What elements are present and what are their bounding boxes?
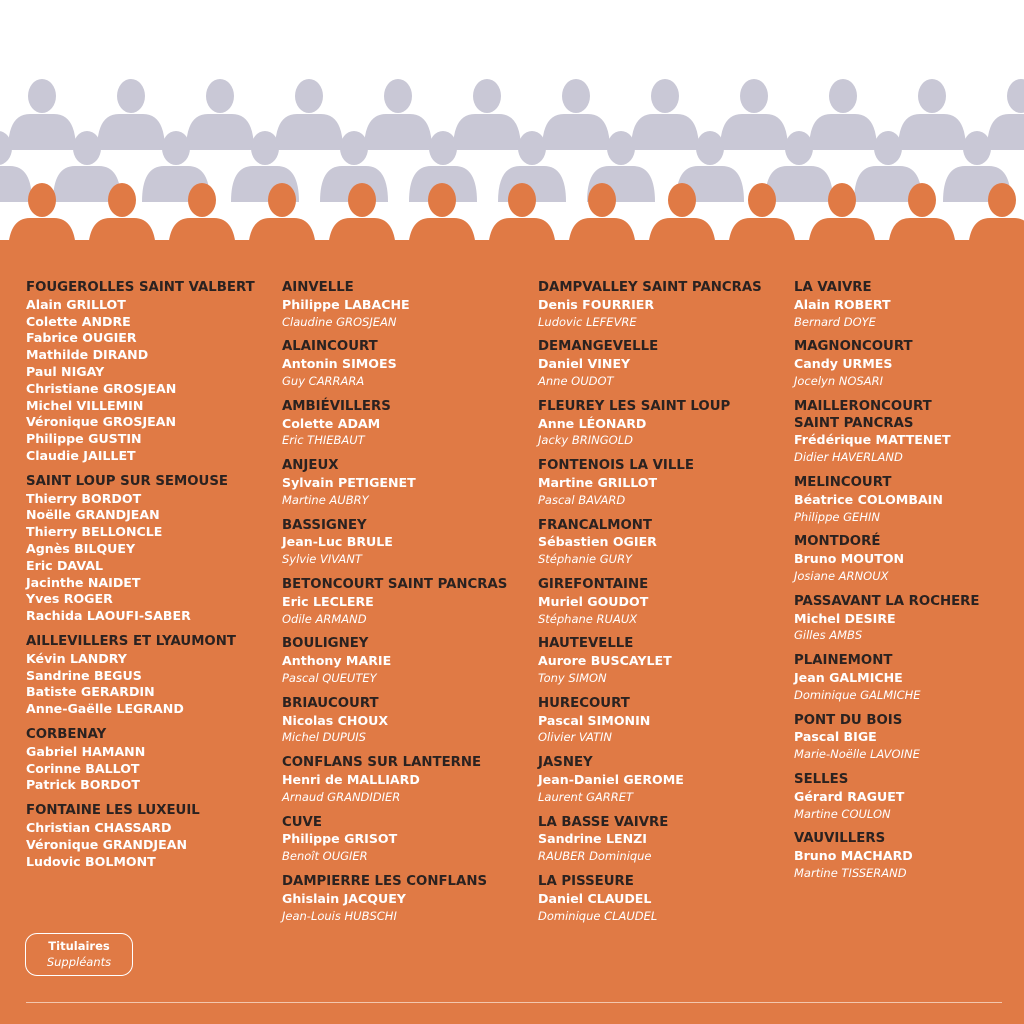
- titulaire-name: Bruno MACHARD: [794, 848, 913, 864]
- commune-name: VAUVILLERS: [794, 831, 886, 847]
- titulaire-name: Nicolas CHOUX: [282, 712, 389, 728]
- suppleant-name: Jocelyn NOSARI: [794, 373, 883, 388]
- titulaire-name: Colette ADAM: [282, 415, 381, 431]
- suppleant-name: Sylvie VIVANT: [282, 552, 362, 567]
- titulaire-name: Daniel CLAUDEL: [538, 890, 652, 906]
- commune-name: ANJEUX: [282, 458, 339, 474]
- person-silhouette-icon: [275, 79, 343, 150]
- commune-block: [26, 727, 271, 794]
- titulaire-name: Véronique GRANDJEAN: [26, 836, 188, 852]
- commune-name: SAINT LOUP SUR SEMOUSE: [26, 473, 229, 489]
- commune-block: [26, 280, 271, 465]
- commune-name: PONT DU BOIS: [794, 712, 903, 728]
- titulaire-name: Eric DAVAL: [26, 557, 103, 573]
- person-silhouette-icon: [720, 79, 788, 150]
- suppleant-name: Marie-Noëlle LAVOINE: [794, 747, 920, 762]
- titulaire-name: Agnès BILQUEY: [26, 540, 136, 556]
- commune-block: [538, 577, 783, 627]
- commune-name: BETONCOURT SAINT PANCRAS: [282, 576, 508, 592]
- suppleant-name: Claudine GROSJEAN: [282, 314, 397, 329]
- titulaire-name: Frédérique MATTENET: [794, 432, 951, 448]
- titulaire-name: Sylvain PETIGENET: [282, 474, 416, 490]
- suppleant-name: Odile ARMAND: [282, 611, 367, 626]
- titulaire-name: Christian CHASSARD: [26, 819, 172, 835]
- commune-name: HURECOURT: [538, 695, 630, 711]
- commune-name: MAGNONCOURT: [794, 339, 913, 355]
- commune-name: CONFLANS SUR LANTERNE: [282, 755, 482, 771]
- commune-name: CUVE: [282, 814, 322, 830]
- titulaire-name: Antonin SIMOES: [282, 356, 397, 372]
- titulaire-name: Pascal SIMONIN: [538, 712, 651, 728]
- person-silhouette-icon: [364, 79, 432, 150]
- commune-name: MELINCOURT: [794, 474, 892, 490]
- person-silhouette-icon: [631, 79, 699, 150]
- titulaire-name: Muriel GOUDOT: [538, 593, 649, 609]
- titulaire-name: Anne-Gaëlle LEGRAND: [26, 701, 184, 717]
- commune-block: [282, 755, 527, 805]
- titulaire-name: Jean-Luc BRULE: [282, 534, 393, 550]
- titulaire-name: Corinne BALLOT: [26, 760, 140, 776]
- commune-block: [282, 577, 527, 627]
- titulaire-name: Mathilde DIRAND: [26, 347, 149, 363]
- commune-block: [538, 518, 783, 568]
- titulaire-name: Patrick BORDOT: [26, 777, 140, 793]
- person-silhouette-icon: [898, 79, 966, 150]
- commune-name: BASSIGNEY: [282, 517, 367, 533]
- commune-block: [282, 458, 527, 508]
- commune-name: FOUGEROLLES SAINT VALBERT: [26, 280, 255, 295]
- titulaire-name: Bruno MOUTON: [794, 551, 905, 567]
- suppleant-name: Didier HAVERLAND: [794, 450, 903, 465]
- suppleant-name: Josiane ARNOUX: [794, 568, 889, 583]
- commune-name: HAUTEVELLE: [538, 636, 634, 652]
- commune-block: [794, 772, 1024, 822]
- suppleant-name: Philippe GEHIN: [794, 509, 880, 524]
- person-silhouette-icon: [453, 79, 521, 150]
- commune-block: [794, 399, 1024, 466]
- person-silhouette-icon: [809, 79, 877, 150]
- commune-column-3: [538, 280, 783, 933]
- suppleant-name: Arnaud GRANDIDIER: [282, 789, 401, 804]
- suppleant-name: Eric THIEBAUT: [282, 433, 365, 448]
- titulaire-name: Claudie JAILLET: [26, 447, 136, 463]
- commune-block: [538, 458, 783, 508]
- commune-name: FONTAINE LES LUXEUIL: [26, 803, 200, 819]
- titulaire-name: Batiste GERARDIN: [26, 684, 155, 700]
- titulaire-name: Paul NIGAY: [26, 363, 105, 379]
- legend-box: [25, 933, 133, 976]
- commune-block: [538, 815, 783, 865]
- titulaire-name: Anthony MARIE: [282, 653, 392, 669]
- commune-block: [794, 653, 1024, 703]
- commune-block: [538, 696, 783, 746]
- commune-block: [282, 280, 527, 330]
- titulaire-name: Henri de MALLIARD: [282, 771, 420, 787]
- titulaire-name: Jean GALMICHE: [794, 669, 903, 685]
- legend-titulaires: Titulaires: [48, 939, 110, 953]
- suppleant-name: Laurent GARRET: [538, 789, 634, 804]
- commune-name: AILLEVILLERS ET LYAUMONT: [26, 633, 236, 649]
- commune-block: [538, 874, 783, 924]
- commune-column-4: [794, 280, 1024, 891]
- commune-name: BOULIGNEY: [282, 636, 369, 652]
- commune-block: [794, 280, 1024, 330]
- titulaire-name: Kévin LANDRY: [26, 650, 127, 666]
- person-silhouette-icon: [97, 79, 165, 150]
- commune-name: AMBIÉVILLERS: [282, 398, 391, 414]
- commune-name: MONTDORÉ: [794, 534, 881, 550]
- titulaire-name: Jacinthe NAIDET: [26, 574, 141, 590]
- suppleant-name: Jacky BRINGOLD: [538, 433, 633, 448]
- titulaire-name: Yves ROGER: [26, 591, 113, 607]
- commune-name: PASSAVANT LA ROCHERE: [794, 593, 980, 609]
- titulaire-name: Sandrine BEGUS: [26, 667, 142, 683]
- titulaire-name: Fabrice OUGIER: [26, 330, 137, 346]
- commune-name: CORBENAY: [26, 726, 107, 742]
- titulaire-name: Christiane GROSJEAN: [26, 380, 177, 396]
- commune-block: [794, 339, 1024, 389]
- footer-divider: [26, 1002, 1002, 1003]
- suppleant-name: Olivier VATIN: [538, 730, 613, 745]
- commune-name: BRIAUCOURT: [282, 695, 379, 711]
- person-silhouette-icon: [987, 79, 1024, 150]
- suppleant-name: Martine TISSERAND: [794, 865, 907, 880]
- suppleant-name: RAUBER Dominique: [538, 849, 652, 864]
- commune-block: [538, 280, 783, 330]
- suppleant-name: Pascal BAVARD: [538, 492, 626, 507]
- commune-block: [538, 636, 783, 686]
- legend-suppleants: Suppléants: [46, 955, 112, 969]
- titulaire-name: Martine GRILLOT: [538, 474, 658, 490]
- commune-name: DAMPIERRE LES CONFLANS: [282, 873, 488, 889]
- suppleant-name: Gilles AMBS: [794, 628, 863, 643]
- titulaire-name: Anne LÉONARD: [538, 415, 647, 431]
- titulaire-name: Daniel VINEY: [538, 356, 631, 372]
- suppleant-name: Pascal QUEUTEY: [282, 670, 377, 685]
- commune-block: [282, 518, 527, 568]
- commune-block: [794, 713, 1024, 763]
- titulaire-name: Jean-Daniel GEROME: [538, 771, 684, 787]
- titulaire-name: Ghislain JACQUEY: [282, 890, 406, 906]
- commune-name: ALAINCOURT: [282, 339, 378, 355]
- commune-block: [794, 831, 1024, 881]
- titulaire-name: Béatrice COLOMBAIN: [794, 491, 943, 507]
- commune-column-1: [26, 280, 271, 879]
- commune-name: FRANCALMONT: [538, 517, 652, 533]
- suppleant-name: Guy CARRARA: [282, 373, 365, 388]
- titulaire-name: Michel DESIRE: [794, 610, 896, 626]
- titulaire-name: Véronique GROSJEAN: [26, 414, 177, 430]
- commune-block: [538, 399, 783, 449]
- titulaire-name: Sébastien OGIER: [538, 534, 657, 550]
- suppleant-name: Anne OUDOT: [538, 373, 614, 388]
- commune-block: [26, 634, 271, 718]
- titulaire-name: Denis FOURRIER: [538, 296, 655, 312]
- titulaire-name: Alain GRILLOT: [26, 296, 126, 312]
- suppleant-name: Ludovic LEFEVRE: [538, 314, 637, 329]
- person-silhouette-icon: [8, 79, 76, 150]
- suppleant-name: Martine COULON: [794, 806, 891, 821]
- commune-block: [26, 474, 271, 625]
- suppleant-name: Tony SIMON: [538, 670, 607, 685]
- commune-name: SELLES: [794, 771, 849, 787]
- titulaire-name: Gabriel HAMANN: [26, 743, 146, 759]
- titulaire-name: Gérard RAGUET: [794, 788, 905, 804]
- suppleant-name: Dominique GALMICHE: [794, 687, 921, 702]
- crowd-illustration: [0, 0, 1024, 260]
- commune-block: [282, 399, 527, 449]
- commune-block: [538, 755, 783, 805]
- titulaire-name: Pascal BIGE: [794, 729, 877, 745]
- commune-name: LA VAIVRE: [794, 280, 872, 295]
- commune-name: PLAINEMONT: [794, 653, 893, 669]
- suppleant-name: Bernard DOYE: [794, 314, 876, 329]
- commune-block: [282, 339, 527, 389]
- commune-block: [794, 534, 1024, 584]
- commune-name: DEMANGEVELLE: [538, 339, 659, 355]
- commune-block: [282, 696, 527, 746]
- suppleant-name: Benoît OUGIER: [282, 849, 368, 864]
- commune-column-2: [282, 280, 527, 933]
- commune-name: MAILLERONCOURT SAINT PANCRAS: [794, 398, 932, 431]
- titulaire-name: Alain ROBERT: [794, 296, 891, 312]
- titulaire-name: Sandrine LENZI: [538, 831, 647, 847]
- suppleant-name: Dominique CLAUDEL: [538, 908, 658, 923]
- suppleant-name: Jean-Louis HUBSCHI: [282, 908, 397, 923]
- titulaire-name: Eric LECLERE: [282, 593, 374, 609]
- commune-name: DAMPVALLEY SAINT PANCRAS: [538, 280, 762, 295]
- commune-block: [282, 636, 527, 686]
- titulaire-name: Candy URMES: [794, 356, 893, 372]
- titulaire-name: Ludovic BOLMONT: [26, 853, 156, 869]
- titulaire-name: Noëlle GRANDJEAN: [26, 507, 160, 523]
- commune-name: GIREFONTAINE: [538, 576, 649, 592]
- commune-block: [26, 803, 271, 870]
- commune-name: FONTENOIS LA VILLE: [538, 458, 694, 474]
- commune-name: LA BASSE VAIVRE: [538, 814, 669, 830]
- commune-block: [794, 594, 1024, 644]
- commune-name: LA PISSEURE: [538, 873, 634, 889]
- person-silhouette-icon: [542, 79, 610, 150]
- commune-name: JASNEY: [538, 755, 593, 771]
- titulaire-name: Michel VILLEMIN: [26, 397, 144, 413]
- commune-block: [282, 815, 527, 865]
- titulaire-name: Thierry BORDOT: [26, 490, 142, 506]
- person-silhouette-icon: [186, 79, 254, 150]
- titulaire-name: Philippe GUSTIN: [26, 431, 142, 447]
- titulaire-name: Thierry BELLONCLE: [26, 524, 163, 540]
- suppleant-name: Martine AUBRY: [282, 492, 369, 507]
- titulaire-name: Rachida LAOUFI-SABER: [26, 608, 191, 624]
- commune-block: [794, 475, 1024, 525]
- commune-name: AINVELLE: [282, 280, 354, 295]
- suppleant-name: Stéphanie GURY: [538, 552, 633, 567]
- commune-block: [282, 874, 527, 924]
- commune-name: FLEUREY LES SAINT LOUP: [538, 398, 731, 414]
- titulaire-name: Colette ANDRE: [26, 313, 131, 329]
- titulaire-name: Aurore BUSCAYLET: [538, 653, 672, 669]
- commune-block: [538, 339, 783, 389]
- titulaire-name: Philippe LABACHE: [282, 296, 410, 312]
- titulaire-name: Philippe GRISOT: [282, 831, 398, 847]
- suppleant-name: Michel DUPUIS: [282, 730, 366, 745]
- suppleant-name: Stéphane RUAUX: [538, 611, 638, 626]
